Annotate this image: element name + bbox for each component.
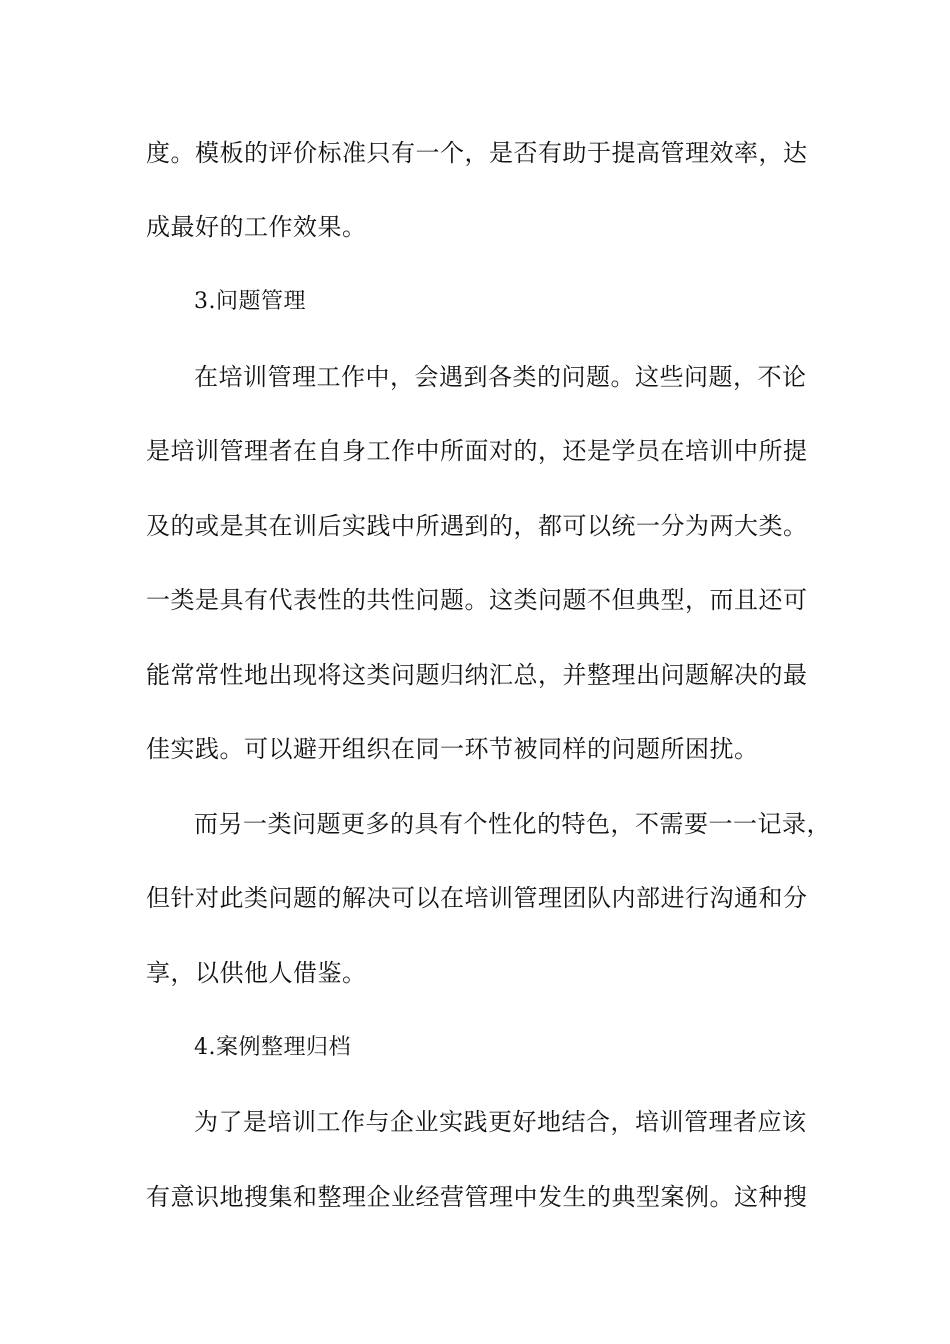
paragraph-line: 有意识地搜集和整理企业经营管理中发生的典型案例。这种搜 (146, 1183, 808, 1211)
paragraph-line: 佳实践。可以避开组织在同一环节被同样的问题所困扰。 (146, 735, 759, 763)
paragraph-line: 能常常性地出现将这类问题归纳汇总，并整理出问题解决的最 (146, 661, 808, 689)
paragraph-line: 但针对此类问题的解决可以在培训管理团队内部进行沟通和分 (146, 884, 808, 912)
paragraph-line: 是培训管理者在自身工作中所面对的，还是学员在培训中所提 (146, 437, 808, 465)
paragraph-line: 为了是培训工作与企业实践更好地结合，培训管理者应该 (194, 1108, 807, 1136)
paragraph-line: 享，以供他人借鉴。 (146, 959, 367, 987)
paragraph-line: 一类是具有代表性的共性问题。这类问题不但典型，而且还可 (146, 586, 808, 614)
section-heading: 3.问题管理 (194, 289, 306, 314)
paragraph-line: 而另一类问题更多的具有个性化的特色，不需要一一记录， (194, 810, 831, 838)
section-heading: 4.案例整理归档 (194, 1035, 351, 1060)
paragraph-line: 度。模板的评价标准只有一个，是否有助于提高管理效率，达 (146, 139, 808, 167)
paragraph-line: 在培训管理工作中，会遇到各类的问题。这些问题，不论 (194, 363, 807, 391)
paragraph-line: 成最好的工作效果。 (146, 213, 367, 241)
paragraph-line: 及的或是其在训后实践中所遇到的，都可以统一分为两大类。 (146, 512, 808, 540)
